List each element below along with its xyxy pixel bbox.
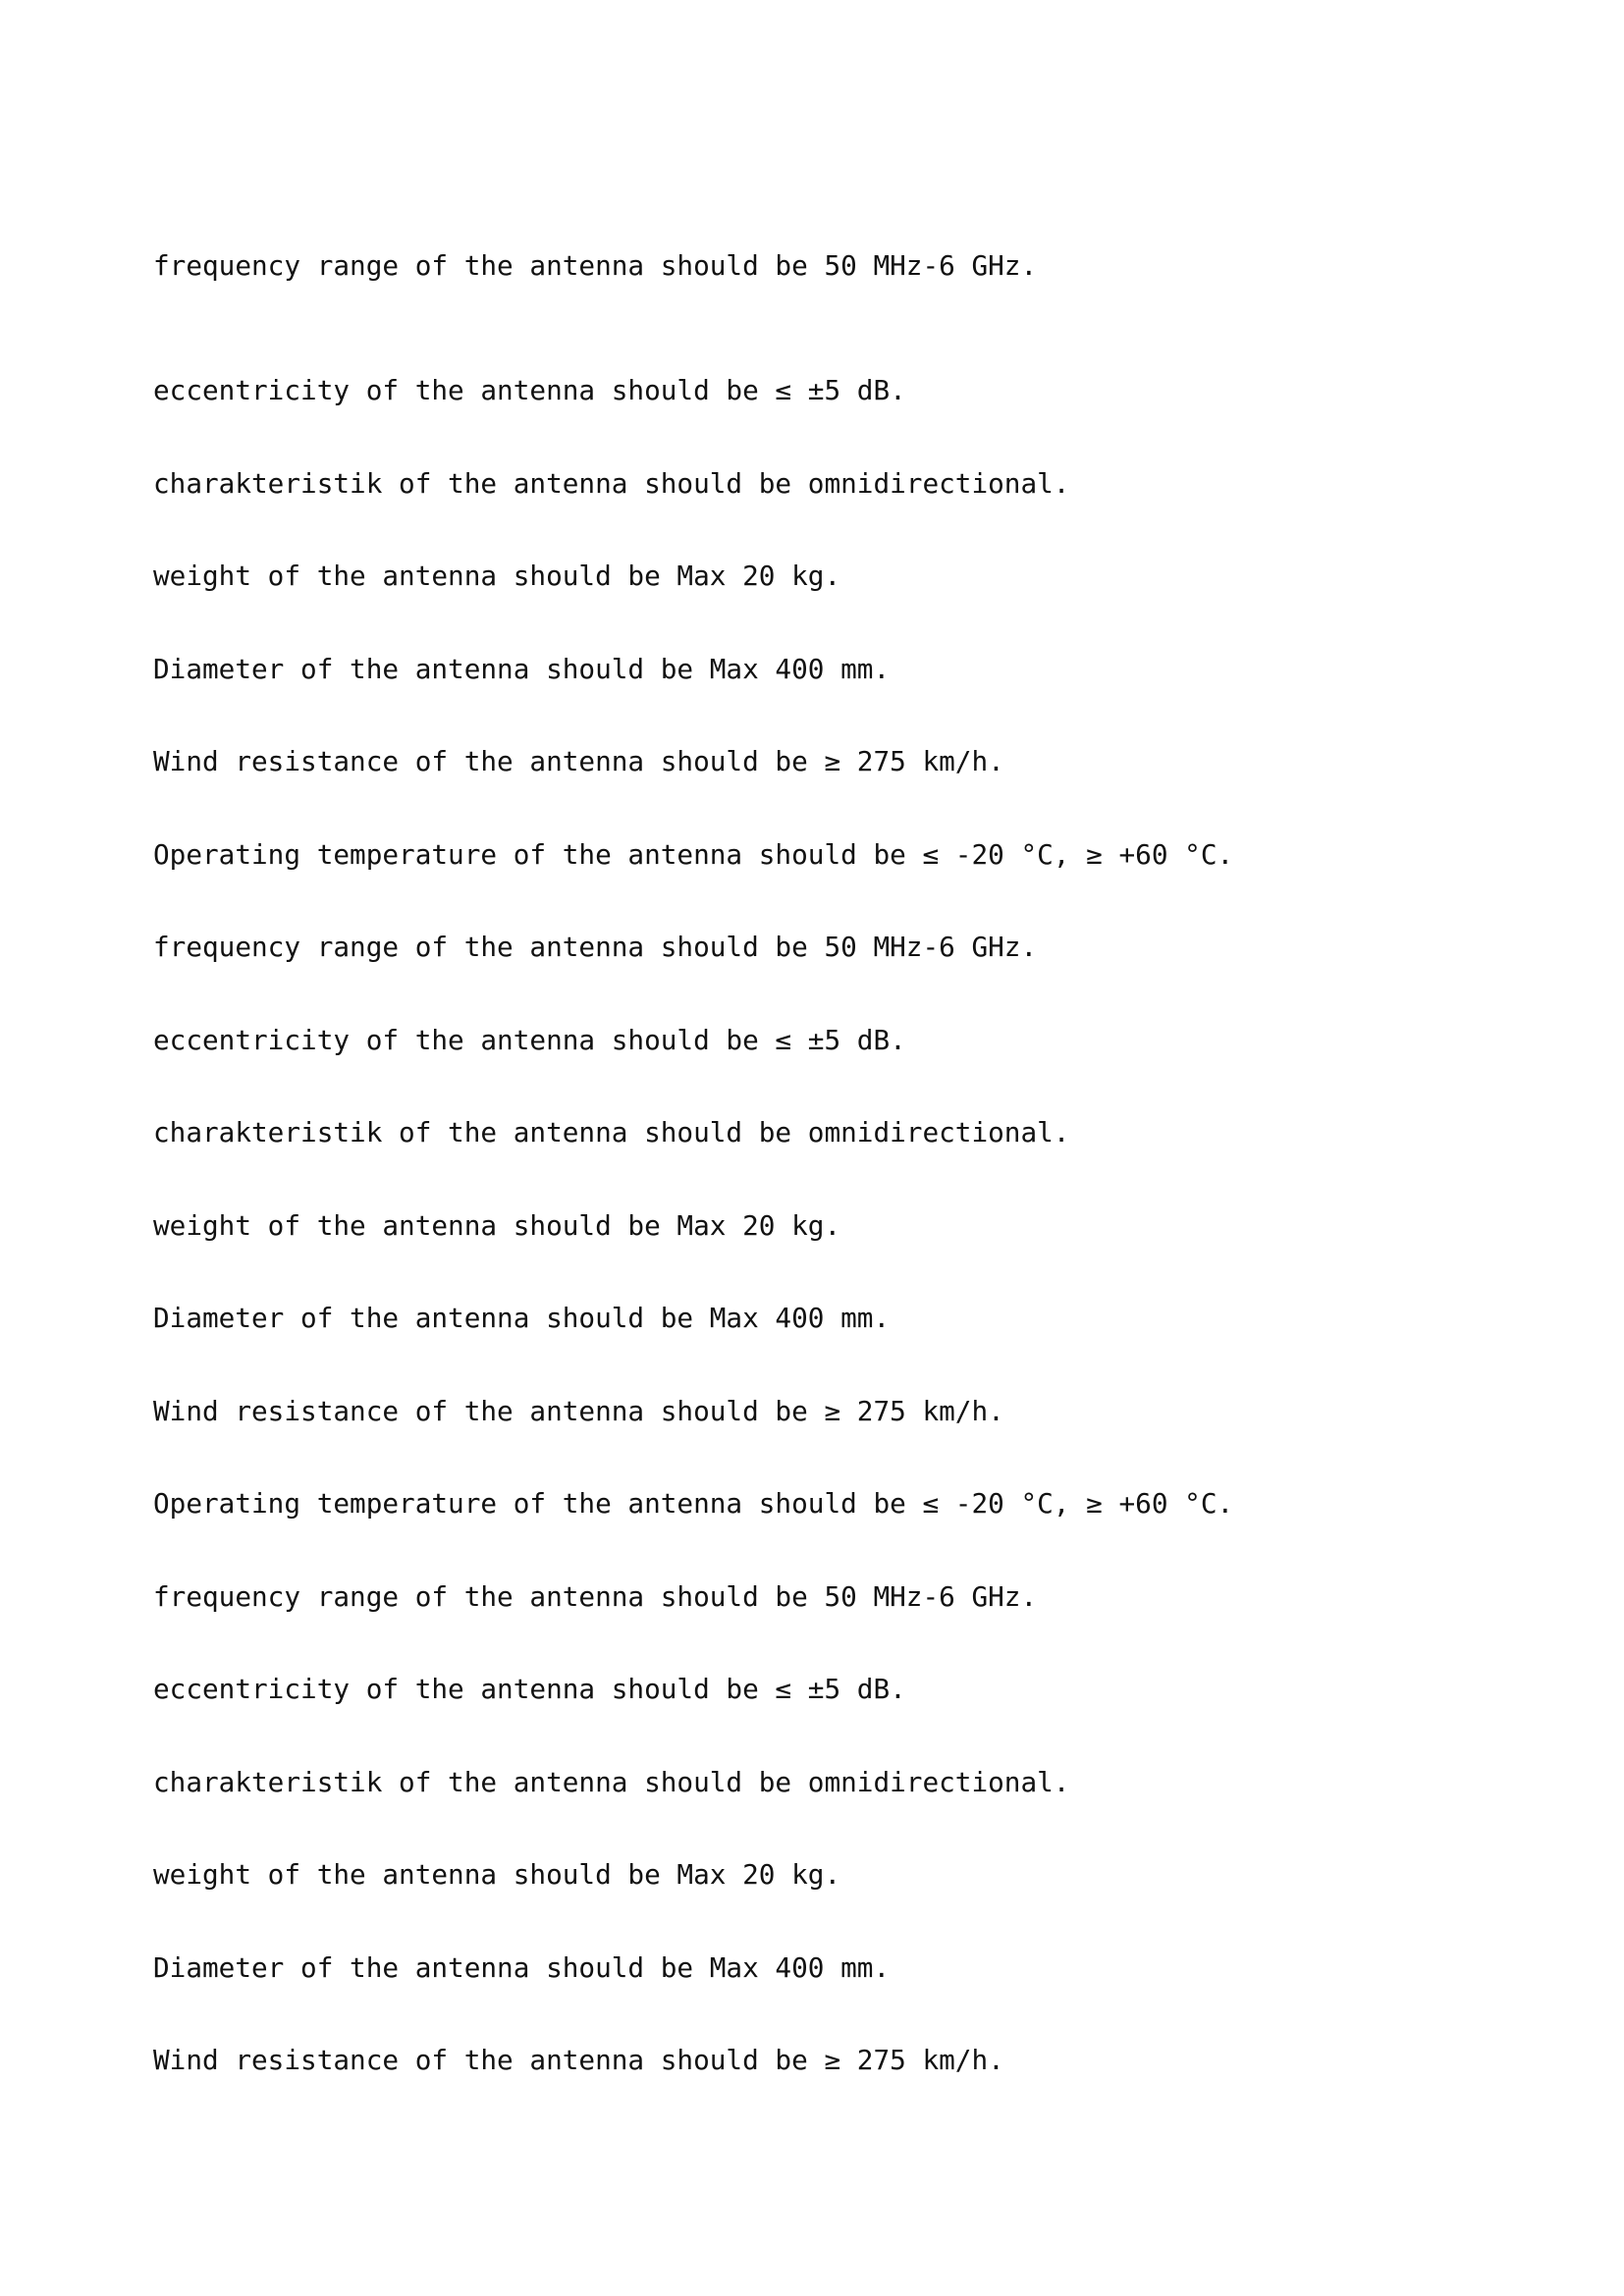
document-line: Diameter of the antenna should be Max 400 mm.	[153, 1950, 891, 1984]
document-line: Wind resistance of the antenna should be ≥ 275 km/h.	[153, 2044, 1004, 2076]
document-line: frequency range of the antenna should be 50 MHz-6 GHz.	[153, 931, 1038, 963]
document-line: charakteristik of the antenna should be omnidirectional.	[153, 1765, 1070, 1798]
document-line: eccentricity of the antenna should be ≤ ±5 dB.	[153, 374, 906, 406]
document-line: charakteristik of the antenna should be omnidirectional.	[153, 1116, 1070, 1148]
document-line: weight of the antenna should be Max 20 kg.	[153, 560, 841, 592]
document-line: charakteristik of the antenna should be omnidirectional.	[153, 466, 1070, 500]
document-line: Diameter of the antenna should be Max 400 mm.	[153, 652, 891, 685]
document-line: Operating temperature of the antenna should be ≤ -20 °C, ≥ +60 °C.	[153, 837, 1234, 871]
document-line: weight of the antenna should be Max 20 kg.	[153, 1858, 841, 1891]
document-line: Diameter of the antenna should be Max 400 mm.	[153, 1302, 891, 1334]
document-line: eccentricity of the antenna should be ≤ ±5 dB.	[153, 1023, 906, 1056]
document-line: frequency range of the antenna should be 50 MHz-6 GHz.	[153, 1579, 1038, 1613]
document-line: Wind resistance of the antenna should be ≥ 275 km/h.	[153, 1394, 1004, 1427]
document-line: Wind resistance of the antenna should be ≥ 275 km/h.	[153, 745, 1004, 777]
document-line: weight of the antenna should be Max 20 kg.	[153, 1208, 841, 1242]
document-line: Operating temperature of the antenna should be ≤ -20 °C, ≥ +60 °C.	[153, 1487, 1234, 1520]
document-line: eccentricity of the antenna should be ≤ ±5 dB.	[153, 1673, 906, 1705]
document-line: frequency range of the antenna should be 50 MHz-6 GHz.	[153, 249, 1038, 282]
